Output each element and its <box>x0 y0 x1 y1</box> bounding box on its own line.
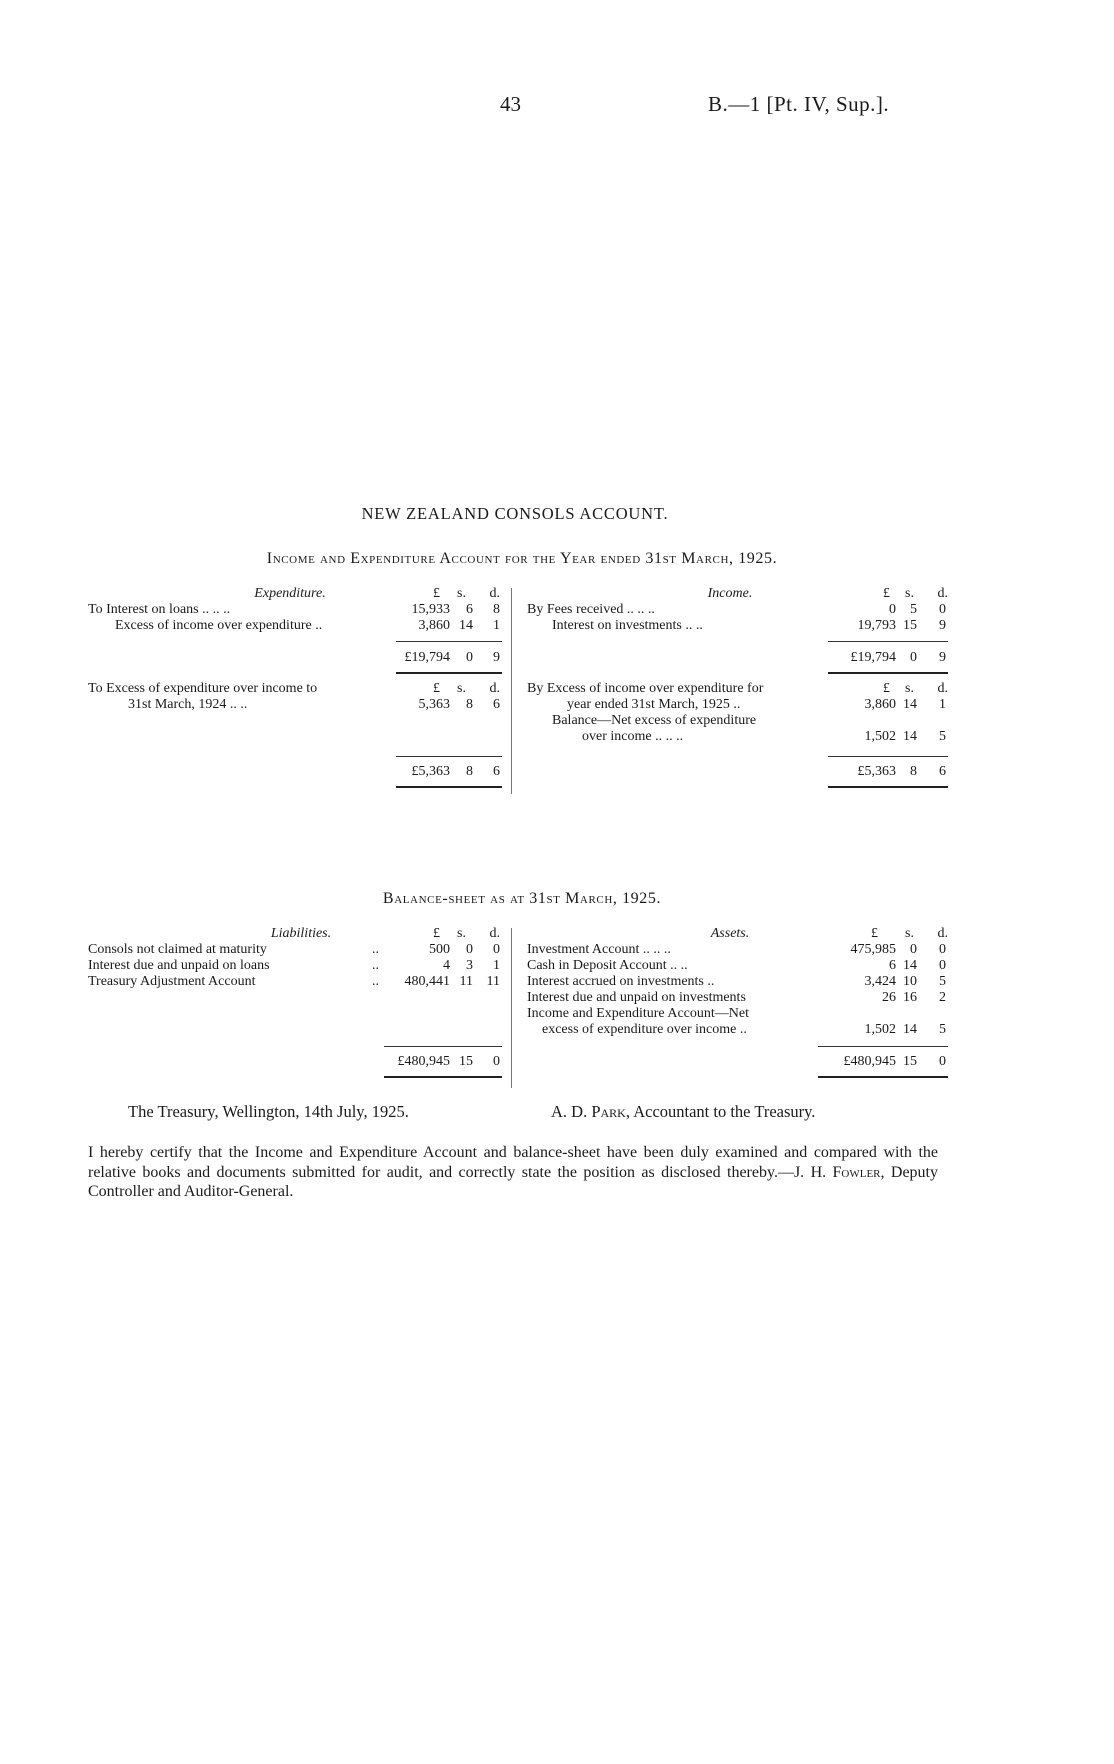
currency-pence: d. <box>489 926 500 941</box>
amount-pounds: 0 <box>889 602 896 617</box>
currency-pounds: £ <box>433 681 440 696</box>
amount-shillings: 8 <box>466 697 473 712</box>
expenditure-row: Excess of income over expenditure .. <box>115 618 323 633</box>
total-shillings: 0 <box>466 650 473 665</box>
total-pence: 6 <box>493 764 500 779</box>
amount-shillings: 0 <box>910 942 917 957</box>
amount-pounds: 15,933 <box>411 602 450 617</box>
amount-pence: 5 <box>939 974 946 989</box>
total-double-rule <box>396 786 502 788</box>
amount-pounds: 3,424 <box>864 974 896 989</box>
currency-pounds: £ <box>871 926 878 941</box>
amount-pounds: 1,502 <box>864 1022 896 1037</box>
currency-pence: d. <box>489 681 500 696</box>
amount-pence: 1 <box>493 618 500 633</box>
expenditure-row: 31st March, 1924 .. .. <box>128 697 248 712</box>
amount-pence: 1 <box>493 958 500 973</box>
currency-shillings: s. <box>905 926 914 941</box>
total-pounds: £480,945 <box>843 1054 896 1069</box>
amount-pence: 0 <box>939 602 946 617</box>
amount-pounds: 19,793 <box>857 618 896 633</box>
expenditure-label: Expenditure. <box>254 586 326 601</box>
amount-pence: 2 <box>939 990 946 1005</box>
amount-pence: 0 <box>493 942 500 957</box>
certificate-title: Deputy Controller and Auditor-General. <box>88 1163 939 1200</box>
currency-shillings: s. <box>457 926 466 941</box>
income-row: over income .. .. .. <box>582 729 684 744</box>
amount-pounds: 3,860 <box>864 697 896 712</box>
signature-place-date: The Treasury, Wellington, 14th July, 1925. <box>128 1102 409 1121</box>
total-rule <box>828 641 948 642</box>
total-double-rule <box>828 672 948 674</box>
leader-dots: .. <box>372 942 379 957</box>
amount-shillings: 14 <box>903 958 917 973</box>
amount-pence: 8 <box>493 602 500 617</box>
page-number: 43 <box>500 92 521 116</box>
total-pounds: £5,363 <box>411 764 450 779</box>
amount-pence: 1 <box>939 697 946 712</box>
total-double-rule <box>384 1076 502 1078</box>
total-rule <box>396 641 502 642</box>
amount-pounds: 3,860 <box>418 618 450 633</box>
amount-pence: 0 <box>939 942 946 957</box>
total-double-rule <box>818 1076 948 1078</box>
amount-pence: 11 <box>486 974 500 989</box>
currency-shillings: s. <box>905 586 914 601</box>
asset-row: Income and Expenditure Account—Net <box>527 1006 749 1021</box>
amount-pounds: 5,363 <box>418 697 450 712</box>
currency-pence: d. <box>937 926 948 941</box>
column-divider <box>511 928 512 1088</box>
currency-pounds: £ <box>883 681 890 696</box>
asset-row: Interest accrued on investments .. <box>527 974 715 989</box>
total-shillings: 8 <box>466 764 473 779</box>
amount-pence: 6 <box>493 697 500 712</box>
expenditure-row: To Interest on loans .. .. .. <box>88 602 231 617</box>
amount-shillings: 6 <box>466 602 473 617</box>
currency-pounds: £ <box>883 586 890 601</box>
liability-row: Treasury Adjustment Account <box>88 974 256 989</box>
asset-row: Investment Account .. .. .. <box>527 942 671 957</box>
expenditure-row: To Excess of expenditure over income to <box>88 681 318 696</box>
signatory-role: Accountant to the Treasury. <box>629 1102 816 1121</box>
amount-shillings: 16 <box>903 990 917 1005</box>
total-pence: 9 <box>493 650 500 665</box>
amount-pounds: 26 <box>882 990 896 1005</box>
total-pounds: £5,363 <box>857 764 896 779</box>
certificate-text: I hereby certify that the Income and Expenditure Account and balance-sheet have been duly examined and compared with the relative books and documents submitted for audit, and correctly state the position as disclosed thereby.— <box>88 1144 938 1181</box>
amount-shillings: 10 <box>903 974 917 989</box>
total-rule <box>818 1046 948 1047</box>
income-expenditure-heading: Income and Expenditure Account for the Year ended 31st March, 1925. <box>266 550 778 567</box>
total-shillings: 15 <box>459 1054 473 1069</box>
liabilities-label: Liabilities. <box>270 926 332 941</box>
total-pounds: £19,794 <box>850 650 896 665</box>
asset-row: Cash in Deposit Account .. .. <box>527 958 688 973</box>
amount-shillings: 14 <box>903 1022 917 1037</box>
amount-shillings: 5 <box>910 602 917 617</box>
amount-pounds: 480,441 <box>404 974 450 989</box>
income-row: Interest on investments .. .. <box>552 618 703 633</box>
liability-row: Interest due and unpaid on loans <box>88 958 270 973</box>
currency-pence: d. <box>489 586 500 601</box>
total-pence: 0 <box>939 1054 946 1069</box>
currency-shillings: s. <box>905 681 914 696</box>
signatory-name: A. D. Park, <box>551 1102 630 1121</box>
total-pence: 9 <box>939 650 946 665</box>
signature-block <box>551 1102 815 1122</box>
leader-dots: .. <box>372 974 379 989</box>
certificate-signatory: J. H. Fowler, <box>793 1163 885 1181</box>
liability-row: Consols not claimed at maturity <box>88 942 267 957</box>
income-row: year ended 31st March, 1925 .. <box>567 697 741 712</box>
document-reference: B.—1 [Pt. IV, Sup.]. <box>708 92 890 116</box>
total-double-rule <box>396 672 502 674</box>
income-label: Income. <box>707 586 753 601</box>
amount-shillings: 11 <box>459 974 473 989</box>
amount-shillings: 14 <box>903 729 917 744</box>
amount-pounds: 1,502 <box>864 729 896 744</box>
total-pounds: £480,945 <box>397 1054 450 1069</box>
amount-pounds: 6 <box>889 958 896 973</box>
leader-dots: .. <box>372 958 379 973</box>
amount-pounds: 4 <box>443 958 450 973</box>
total-shillings: 0 <box>910 650 917 665</box>
amount-shillings: 14 <box>459 618 473 633</box>
currency-pounds: £ <box>433 926 440 941</box>
amount-pence: 5 <box>939 729 946 744</box>
total-rule <box>384 1046 502 1047</box>
amount-shillings: 15 <box>903 618 917 633</box>
column-divider <box>511 588 512 794</box>
audit-certificate <box>88 1143 938 1202</box>
balance-sheet-heading: Balance-sheet as at 31st March, 1925. <box>382 890 662 907</box>
income-row: By Fees received .. .. .. <box>527 602 655 617</box>
currency-shillings: s. <box>457 681 466 696</box>
amount-pence: 9 <box>939 618 946 633</box>
amount-shillings: 14 <box>903 697 917 712</box>
asset-row: Interest due and unpaid on investments <box>527 990 746 1005</box>
total-shillings: 15 <box>903 1054 917 1069</box>
total-rule <box>828 756 948 757</box>
assets-label: Assets. <box>710 926 750 941</box>
total-double-rule <box>828 786 948 788</box>
total-pence: 0 <box>493 1054 500 1069</box>
amount-pounds: 500 <box>429 942 450 957</box>
document-title: NEW ZEALAND CONSOLS ACCOUNT. <box>361 504 669 523</box>
amount-pence: 5 <box>939 1022 946 1037</box>
amount-pence: 0 <box>939 958 946 973</box>
currency-pence: d. <box>937 681 948 696</box>
amount-shillings: 0 <box>466 942 473 957</box>
total-pence: 6 <box>939 764 946 779</box>
amount-pounds: 475,985 <box>850 942 896 957</box>
asset-row: excess of expenditure over income .. <box>542 1022 747 1037</box>
currency-pence: d. <box>937 586 948 601</box>
total-pounds: £19,794 <box>404 650 450 665</box>
total-rule <box>396 756 502 757</box>
currency-shillings: s. <box>457 586 466 601</box>
income-row: By Excess of income over expenditure for <box>527 681 764 696</box>
currency-pounds: £ <box>433 586 440 601</box>
total-shillings: 8 <box>910 764 917 779</box>
amount-shillings: 3 <box>466 958 473 973</box>
income-row: Balance—Net excess of expenditure <box>552 713 757 728</box>
